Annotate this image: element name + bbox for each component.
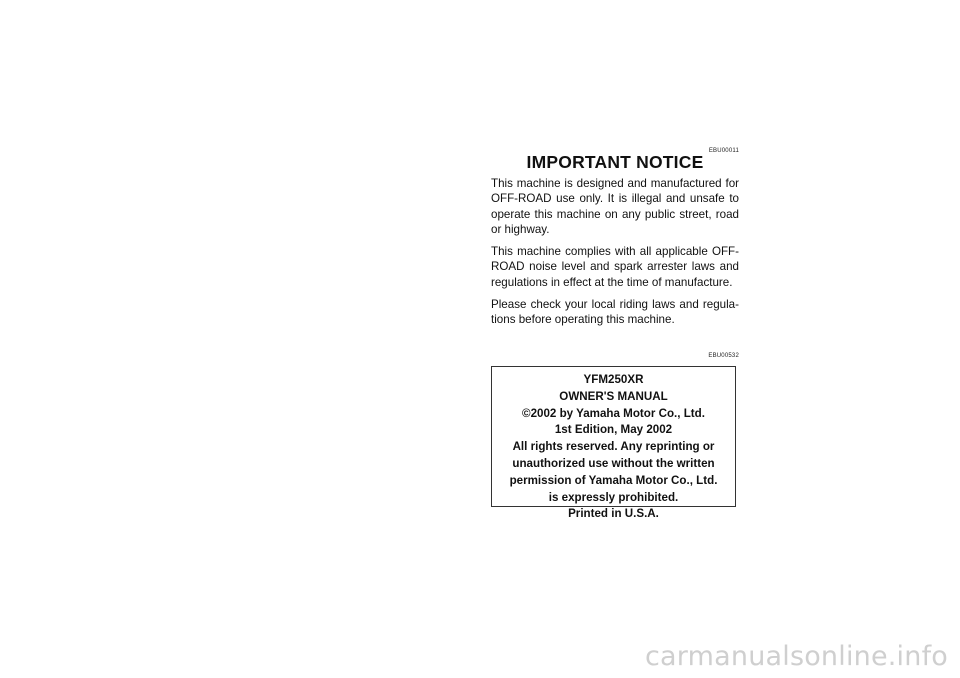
notice-paragraph: This machine complies with all applicable OFF-ROAD noise level and spark arrester laws and regulations in effect at the time of manufacture. [491,245,739,289]
section-code: EBU00011 [708,148,739,154]
rights-line: unauthorized use without the written [512,456,715,470]
manual-info-box [491,366,736,521]
notice-body [491,176,739,335]
edition-line: 1st Edition, May 2002 [554,423,673,437]
notice-paragraph: This machine is designed and manufactured for OFF-ROAD use only. It is illegal and unsafe to operate this machine on any public street, road or highway. [491,177,739,236]
notice-paragraph: Please check your local riding laws and regulations before operating this machine. [491,298,739,327]
manual-type: OWNER'S MANUAL [559,389,668,403]
printed-line: Printed in U.S.A. [568,507,659,521]
model-name: YFM250XR [583,373,644,386]
rights-line: permission of Yamaha Motor Co., Ltd. [509,473,718,487]
page-title: IMPORTANT NOTICE [526,152,704,172]
rights-line: All rights reserved. Any reprinting or [512,440,715,454]
rights-line: is expressly prohibited. [548,490,679,504]
copyright-line: ©2002 by Yamaha Motor Co., Ltd. [522,406,705,420]
watermark: carmanualsonline.info [645,641,948,672]
section-code: EBU00532 [708,353,739,359]
